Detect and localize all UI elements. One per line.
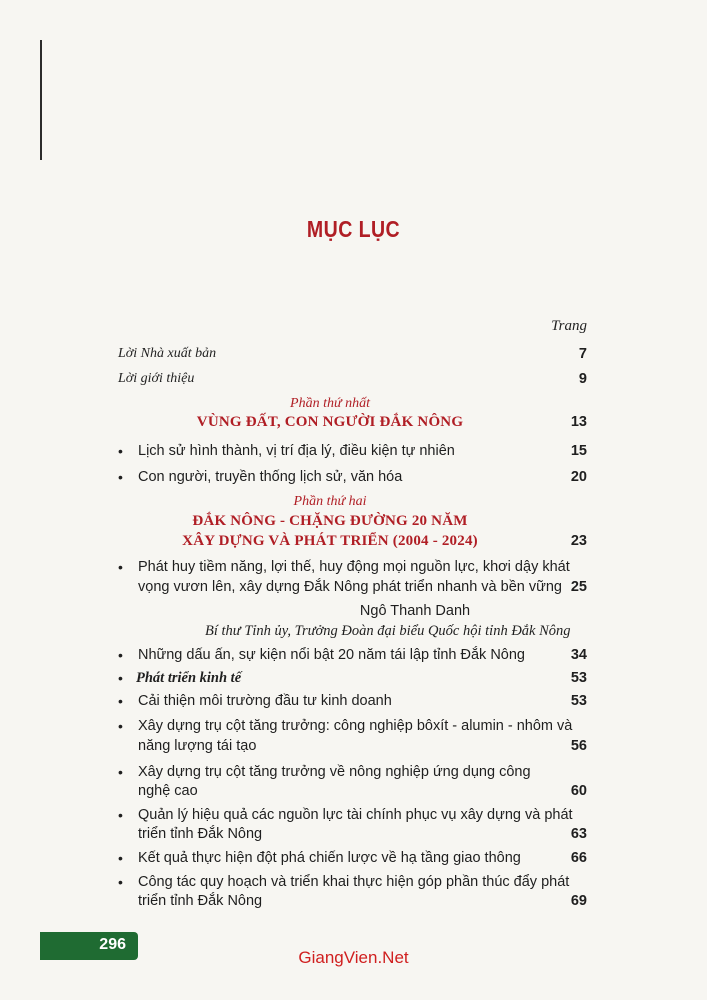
author-role: Bí thư Tỉnh ủy, Trưởng Đoàn đại biểu Quốc hội tỉnh Đắk Nông [205, 623, 571, 639]
watermark: GiangVien.Net [298, 948, 409, 967]
toc-entry-line-1: Xây dựng trụ cột tăng trưởng về nông nghiệp ứng dụng công [138, 764, 531, 780]
part-label: Phần thứ nhất [290, 396, 370, 411]
page-number-badge: 296 [40, 932, 138, 960]
toc-entry-line-2: triển tỉnh Đắk Nông [138, 826, 263, 842]
bullet-icon: • [118, 469, 123, 485]
toc-entry: Kết quả thực hiện đột phá chiến lược về hạ tầng giao thông [138, 850, 521, 866]
toc-entry-line-1: Phát huy tiềm năng, lợi thế, huy động mọi nguồn lực, khơi dậy khát [138, 559, 570, 575]
left-margin-rule [40, 40, 42, 160]
bullet-icon: • [118, 559, 123, 575]
bullet-icon: • [118, 874, 123, 890]
toc-entry: Cải thiện môi trường đầu tư kinh doanh [138, 693, 392, 709]
toc-page-number: 7 [578, 346, 587, 362]
toc-entry-publisher-note: Lời Nhà xuất bản [118, 346, 217, 361]
part-title: VÙNG ĐẤT, CON NGƯỜI ĐẮK NÔNG [196, 414, 464, 430]
toc-entry-line-1: Công tác quy hoạch và triển khai thực hiện góp phần thúc đẩy phát [138, 874, 570, 890]
toc-page-number: 60 [570, 783, 587, 799]
bullet-icon: • [118, 807, 123, 823]
toc-page-number: 69 [570, 893, 587, 909]
bullet-icon: • [118, 693, 123, 709]
toc-page-number: 23 [570, 533, 587, 549]
bullet-icon: • [118, 718, 123, 734]
toc-page-number: 9 [578, 371, 587, 387]
toc-page-number: 53 [570, 670, 587, 686]
toc-entry-line-1: Quản lý hiệu quả các nguồn lực tài chính phục vụ xây dựng và phát [138, 807, 573, 823]
toc-entry-introduction: Lời giới thiệu [118, 371, 195, 386]
bullet-icon: • [118, 670, 123, 686]
bullet-icon: • [118, 647, 123, 663]
toc-entry: Lịch sử hình thành, vị trí địa lý, điều kiện tự nhiên [138, 443, 455, 459]
bullet-icon: • [118, 443, 123, 459]
toc-page-number: 66 [570, 850, 587, 866]
bullet-icon: • [118, 850, 123, 866]
toc-entry-line-2: nghệ cao [138, 783, 198, 799]
page-column-header: Trang [551, 318, 587, 334]
toc-page-number: 63 [570, 826, 587, 842]
toc-entry-line-2: năng lượng tái tạo [138, 738, 257, 754]
toc-page-number: 56 [570, 738, 587, 754]
page-title: MỤC LỤC [306, 216, 401, 242]
toc-page-number: 20 [570, 469, 587, 485]
toc-entry: Những dấu ấn, sự kiện nổi bật 20 năm tái lập tỉnh Đắk Nông [138, 647, 525, 663]
toc-entry-line-2: triển tỉnh Đắk Nông [138, 893, 263, 909]
toc-page-number: 13 [570, 414, 587, 430]
toc-page-number: 34 [570, 647, 587, 663]
toc-entry-line-1: Xây dựng trụ cột tăng trưởng: công nghiệp bôxít - alumin - nhôm và [138, 718, 573, 734]
author-name: Ngô Thanh Danh [359, 603, 471, 619]
toc-page-number: 15 [570, 443, 587, 459]
toc-entry: Con người, truyền thống lịch sử, văn hóa [138, 469, 403, 485]
part-label: Phần thứ hai [293, 494, 367, 509]
bullet-icon: • [118, 764, 123, 780]
toc-page-number: 53 [570, 693, 587, 709]
part-title-line-2: XÂY DỰNG VÀ PHÁT TRIỂN (2004 - 2024) [182, 533, 478, 549]
part-title-line-1: ĐẮK NÔNG - CHẶNG ĐƯỜNG 20 NĂM [192, 513, 468, 529]
toc-entry-line-2: vọng vươn lên, xây dựng Đắk Nông phát triển nhanh và bền vững [138, 579, 562, 595]
section-heading: Phát triển kinh tế [136, 670, 242, 686]
toc-page-number: 25 [570, 579, 587, 595]
